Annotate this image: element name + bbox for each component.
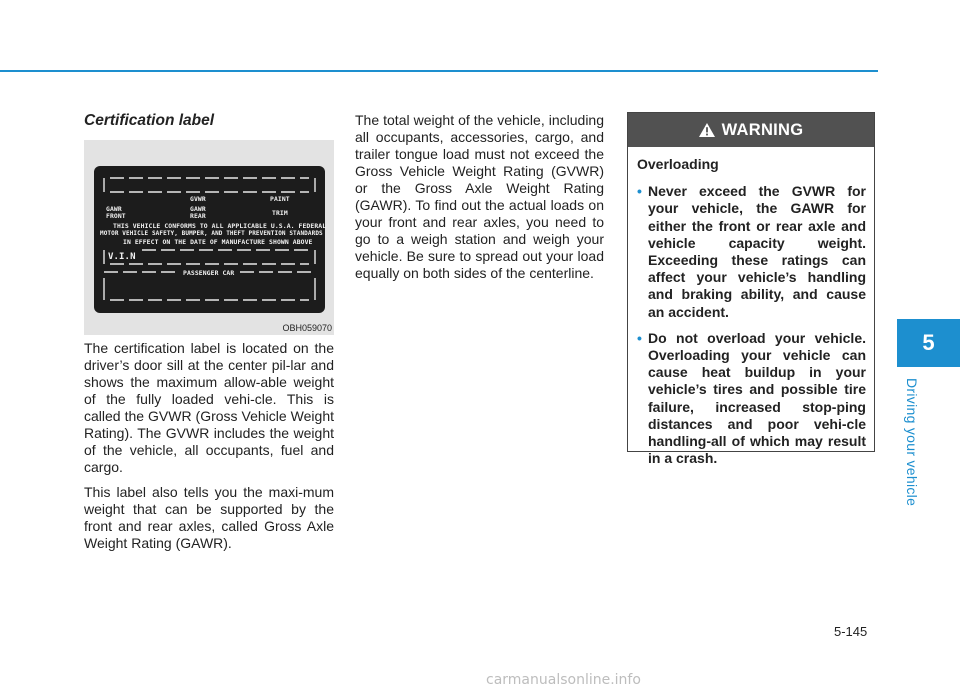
figure-code: OBH059070 (282, 323, 332, 333)
label-front: FRONT (106, 212, 126, 220)
watermark: carmanualsonline.info (486, 672, 641, 688)
warning-item (637, 183, 866, 321)
bullet-icon: • (637, 183, 642, 200)
warning-content (628, 147, 874, 467)
label-paint: PAINT (270, 195, 290, 203)
warning-item-text: Do not overload your vehicle. Overloading your vehicle can cause heat buildup in your vehicle’s tires and possible tire failure, increased stop-ping distances and poor vehi-cle handling-all of which may result in a crash. (648, 329, 866, 467)
label-vin: V.I.N (108, 252, 136, 262)
label-passenger-car: PASSENGER CAR (183, 269, 235, 277)
page-number: 5-145 (834, 624, 868, 639)
certification-label-plate (94, 166, 325, 313)
warning-triangle-icon (699, 123, 715, 137)
label-gvwr: GVWR (190, 195, 206, 203)
certification-label-figure (84, 140, 334, 335)
warning-title: WARNING (721, 120, 804, 139)
label-rear: REAR (190, 212, 206, 220)
middle-column (355, 112, 604, 290)
label-statement-3: IN EFFECT ON THE DATE OF MANUFACTURE SHOWN ABOVE (123, 238, 313, 246)
warning-item-text: Never exceed the GVWR for your vehicle, the GAWR for either the front or rear axle and vehicle capacity weight. Exceeding these ratings can affect your vehicle’s handling and braking ability, and cause an accident. (648, 183, 866, 320)
warning-item (637, 330, 866, 468)
chapter-label: Driving your vehicle (904, 378, 920, 507)
top-rule (0, 70, 878, 72)
left-column (84, 340, 334, 560)
warning-box (627, 112, 875, 467)
section-title: Certification label (84, 112, 215, 129)
label-gawr-rear-title: GAWR (190, 205, 206, 213)
warning-header (628, 113, 874, 147)
chapter-tab: 5 (897, 319, 960, 367)
label-statement-1: THIS VEHICLE CONFORMS TO ALL APPLICABLE U.S.A. FEDERAL (113, 222, 327, 230)
label-statement-2: MOTOR VEHICLE SAFETY, BUMPER, AND THEFT PREVENTION STANDARDS (100, 230, 323, 237)
paragraph-total-weight: The total weight of the vehicle, including all occupants, accessories, cargo, and trailer tongue load must not exceed the Gross Vehicle Weight Rating (GVWR) or the Gross Axle Weight Rating (GAWR). To find out the actual loads on your front and rear axles, you need to go to a weigh station and weigh your vehicle. Be sure to spread out your load equally on both sides of the centerline. (355, 112, 604, 281)
label-gawr-front-title: GAWR (106, 205, 122, 213)
paragraph-gawr: This label also tells you the maxi-mum weight that can be supported by the front and rear axles, called Gross Axle Weight Rating (GAWR). (84, 484, 334, 551)
bullet-icon: • (637, 329, 642, 346)
paragraph-certification-location: The certification label is located on the driver’s door sill at the center pil-lar and shows the maximum allow-able weight of the fully loaded vehi-cle. This is called the GVWR (Gross Vehicle Weight Rating). The GVWR includes the weight of the vehicle, all occupants, fuel and cargo. (84, 340, 334, 475)
warning-heading: Overloading (637, 156, 719, 172)
label-trim: TRIM (272, 209, 288, 217)
